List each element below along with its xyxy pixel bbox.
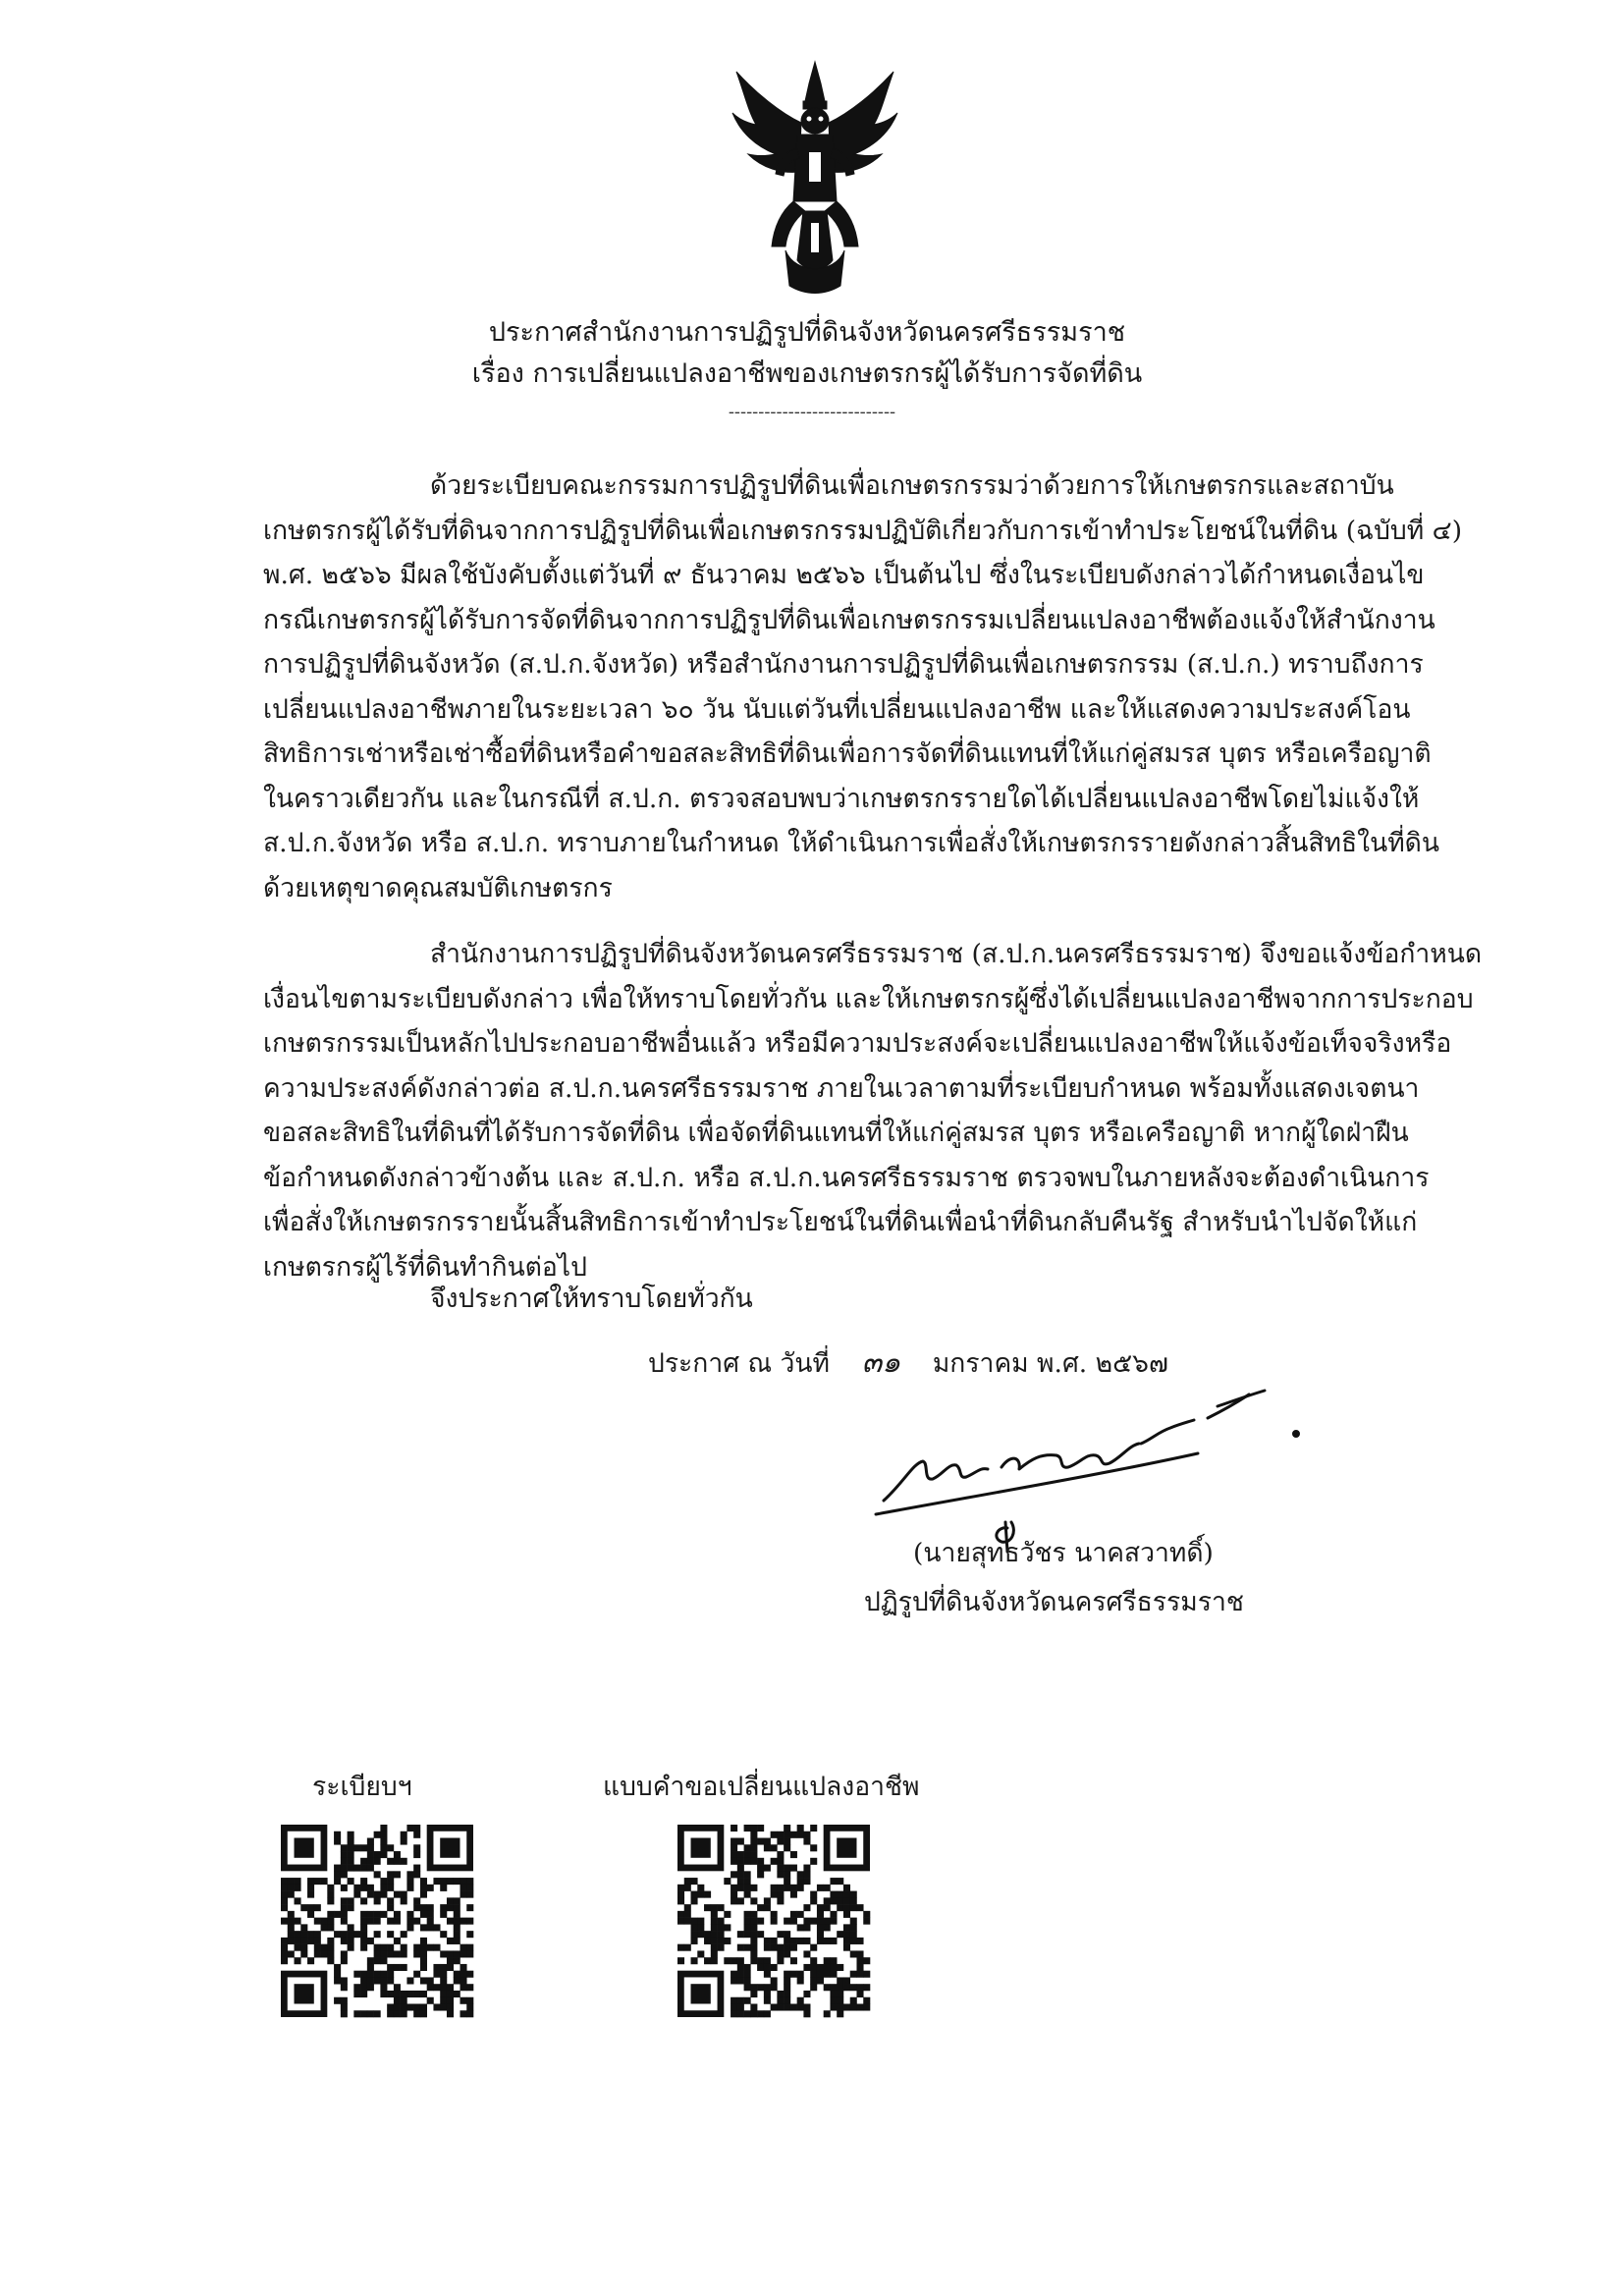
header-divider: ---------------------------- [728,402,896,422]
qr-label-request-form: แบบคำขอเปลี่ยนแปลงอาชีพ [603,1772,920,1802]
paragraph-2-line: เกษตรกรรมเป็นหลักไปประกอบอาชีพอื่นแล้ว หรือมีความประสงค์จะเปลี่ยนแปลงอาชีพให้แจ้งข้อเท็จจริงหรือ [263,1028,1452,1059]
announcement-date [648,1340,1168,1386]
paragraph-1-line: เกษตรกรผู้ได้รับที่ดินจากการปฏิรูปที่ดินเพื่อเกษตรกรรมปฏิบัติเกี่ยวกับการเข้าทำประโยชน์ในที่ดิน (ฉบับที่ ๔) [263,515,1463,546]
date-day-handwritten: ๓๑ [861,1345,901,1380]
paragraph-2-line: ข้อกำหนดดังกล่าวข้างต้น และ ส.ป.ก. หรือ ส.ป.ก.นครศรีธรรมราช ตรวจพบในภายหลังจะต้องดำเนินการ [263,1162,1430,1193]
paragraph-1-line: ในคราวเดียวกัน และในกรณีที่ ส.ป.ก. ตรวจสอบพบว่าเกษตรกรรายใดได้เปลี่ยนแปลงอาชีพโดยไม่แจ้งให้ [263,783,1420,814]
qr-code-regulation-icon[interactable] [281,1825,473,2017]
paragraph-2-line: ขอสละสิทธิในที่ดินที่ได้รับการจัดที่ดิน เพื่อจัดที่ดินแทนที่ให้แก่คู่สมรส บุตร หรือเครือญาติ หากผู้ใดฝ่าฝืน [263,1118,1409,1148]
date-month-year: มกราคม พ.ศ. ๒๕๖๗ [932,1348,1168,1379]
announcement-subject: เรื่อง การเปลี่ยนแปลงอาชีพของเกษตรกรผู้ได้รับการจัดที่ดิน [471,358,1143,389]
paragraph-1-line: ส.ป.ก.จังหวัด หรือ ส.ป.ก. ทราบภายในกำหนด ให้ดำเนินการเพื่อสั่งให้เกษตรกรรายดังกล่าวสิ้นสิทธิในที่ดิน [263,828,1439,858]
paragraph-1 [263,464,1463,910]
paragraph-1-line: การปฏิรูปที่ดินจังหวัด (ส.ป.ก.จังหวัด) หรือสำนักงานการปฏิรูปที่ดินเพื่อเกษตรกรรม (ส.ป.ก.) ทราบถึงการ [263,649,1424,680]
paragraph-1-line: เปลี่ยนแปลงอาชีพภายในระยะเวลา ๖๐ วัน นับแต่วันที่เปลี่ยนแปลงอาชีพ และให้แสดงความประสงค์โอน [263,693,1411,725]
qr-code-request-form-icon[interactable] [677,1825,870,2017]
date-prefix: ประกาศ ณ วันที่ [648,1348,830,1379]
signer-name: (นายสุทธวัชร นาคสวาทดิ์) [913,1538,1214,1568]
signer-title: ปฏิรูปที่ดินจังหวัดนครศรีธรรมราช [864,1587,1244,1617]
handwritten-signature-icon [864,1385,1296,1552]
qr-label-regulation: ระเบียบฯ [312,1772,412,1802]
paragraph-2-line: เงื่อนไขตามระเบียบดังกล่าว เพื่อให้ทราบโดยทั่วกัน และให้เกษตรกรผู้ซึ่งได้เปลี่ยนแปลงอาชีพจากการประกอบ [263,983,1474,1014]
announcement-title: ประกาศสำนักงานการปฏิรูปที่ดินจังหวัดนครศรีธรรมราช [488,317,1126,348]
announcement-header [0,312,1624,426]
paragraph-2 [263,932,1483,1289]
paragraph-2-line: เพื่อสั่งให้เกษตรกรรายนั้นสิ้นสิทธิการเข้าทำประโยชน์ในที่ดินเพื่อนำที่ดินกลับคืนรัฐ สำหรับนำไปจัดให้แก่ [263,1207,1418,1237]
paragraph-1-line: พ.ศ. ๒๕๖๖ มีผลใช้บังคับตั้งแต่วันที่ ๙ ธันวาคม ๒๕๖๖ เป็นต้นไป ซึ่งในระเบียบดังกล่าวได้กำหนดเงื่อนไข [263,560,1425,590]
garuda-emblem-icon [727,54,903,300]
announcement-body [263,464,1483,1311]
paragraph-1-line: กรณีเกษตรกรผู้ได้รับการจัดที่ดินจากการปฏิรูปที่ดินเพื่อเกษตรกรรมเปลี่ยนแปลงอาชีพต้องแจ้งให้สำนักงาน [263,604,1435,635]
closing-statement: จึงประกาศให้ทราบโดยทั่วกัน [430,1284,753,1314]
paragraph-2-line: สำนักงานการปฏิรูปที่ดินจังหวัดนครศรีธรรมราช (ส.ป.ก.นครศรีธรรมราช) จึงขอแจ้งข้อกำหนด [430,939,1483,969]
paragraph-2-line: ความประสงค์ดังกล่าวต่อ ส.ป.ก.นครศรีธรรมราช ภายในเวลาตามที่ระเบียบกำหนด พร้อมทั้งแสดงเจตนา [263,1072,1420,1104]
paragraph-2-line: เกษตรกรผู้ไร้ที่ดินทำกินต่อไป [263,1251,587,1283]
paragraph-1-line: ด้วยเหตุขาดคุณสมบัติเกษตรกร [263,872,613,903]
paragraph-1-line: สิทธิการเช่าหรือเช่าซื้อที่ดินหรือคำขอสละสิทธิที่ดินเพื่อการจัดที่ดินแทนที่ให้แก่คู่สมรส บุตร หรือเครือญาติ [263,738,1432,769]
paragraph-1-line: ด้วยระเบียบคณะกรรมการปฏิรูปที่ดินเพื่อเกษตรกรรมว่าด้วยการให้เกษตรกรและสถาบัน [430,470,1394,501]
